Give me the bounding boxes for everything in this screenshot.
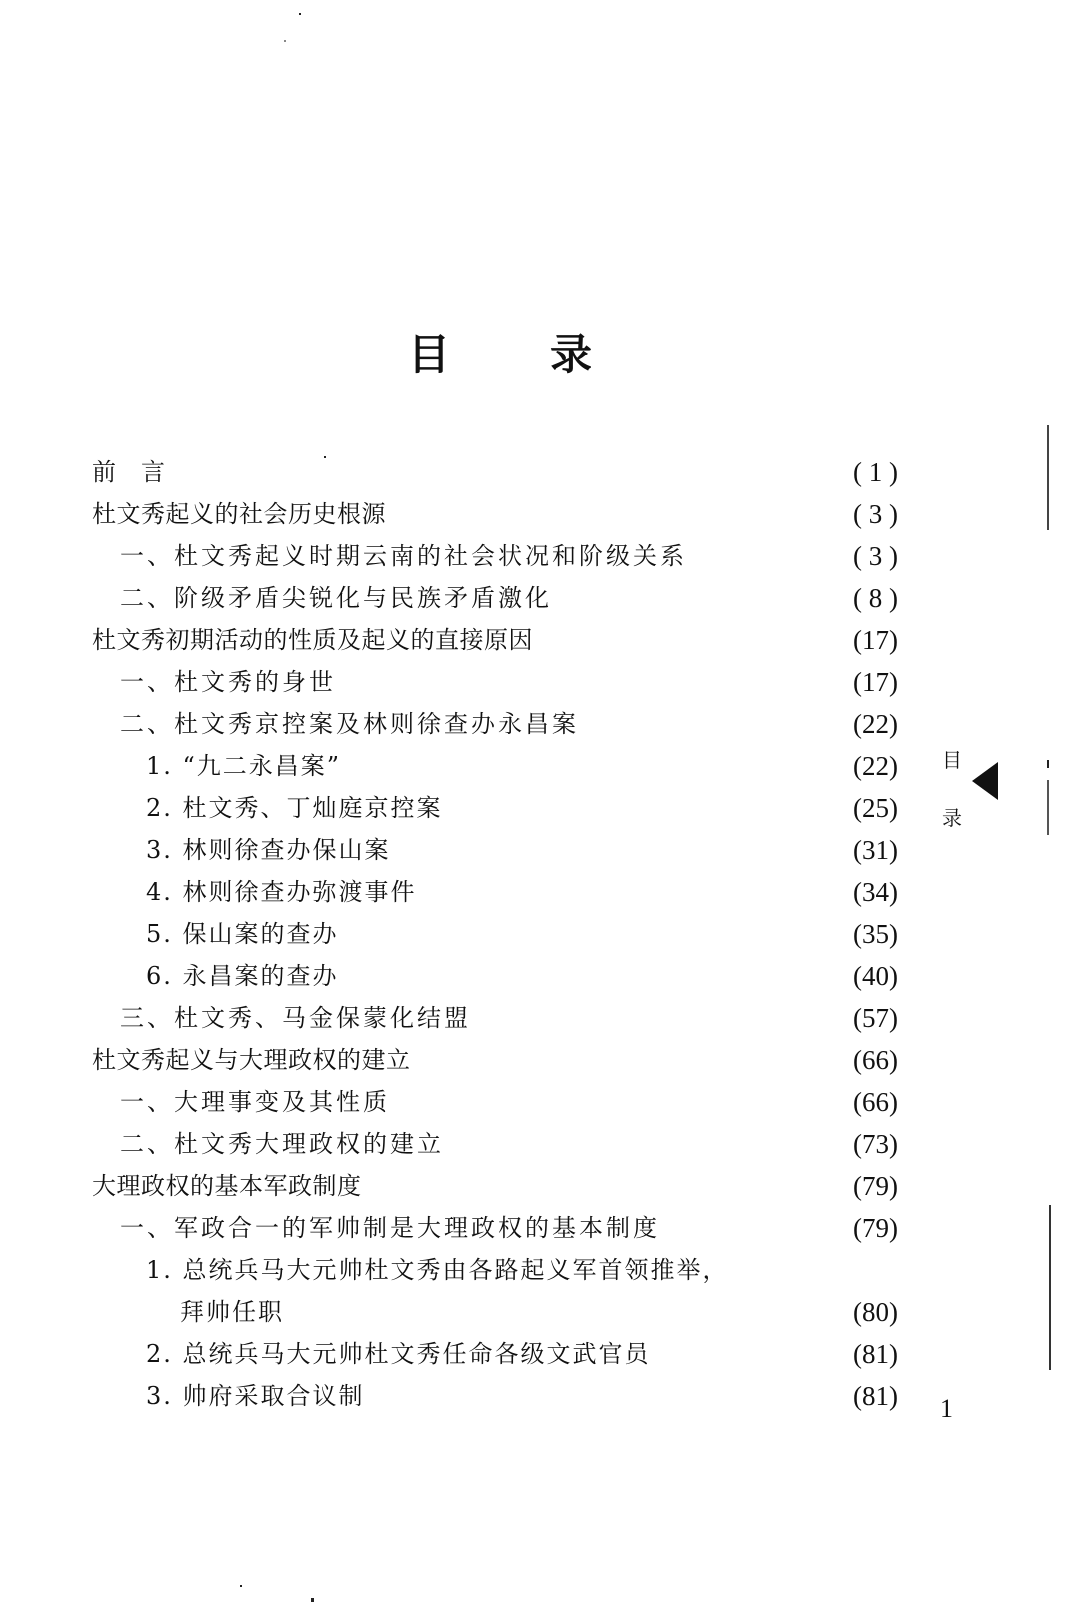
toc-entry[interactable]	[146, 956, 898, 996]
page-title-char-1: 目	[407, 330, 450, 379]
dot-leader	[431, 872, 816, 912]
dot-leader	[593, 704, 816, 744]
scan-artifact	[1047, 760, 1049, 768]
toc-entry-page: ( 1 )	[853, 457, 898, 487]
toc-entry[interactable]	[146, 1250, 898, 1290]
dot-leader	[180, 452, 817, 492]
scan-artifact	[284, 40, 286, 42]
toc-entry-label: 2. 总统兵马大元帅杜文秀任命各级文武官员	[146, 1334, 665, 1374]
toc-entry-label: 一、大理事变及其性质	[120, 1082, 404, 1122]
side-tab-char-2: 录	[942, 806, 962, 830]
toc-entry[interactable]	[120, 1208, 898, 1248]
toc-entry[interactable]	[146, 1376, 898, 1416]
toc-entry[interactable]	[120, 662, 898, 702]
toc-entry-label: 前 言	[92, 452, 180, 492]
toc-entry-label: 一、杜文秀起义时期云南的社会状况和阶级关系	[120, 536, 701, 576]
toc-entry-label: 2. 杜文秀、丁灿庭京控案	[146, 788, 457, 828]
side-tab-char-1: 目	[942, 748, 962, 772]
dot-leader	[458, 1124, 816, 1164]
toc-entry[interactable]	[92, 452, 898, 492]
toc-entry[interactable]	[120, 1124, 898, 1164]
toc-entry-page: (66)	[853, 1045, 898, 1075]
scan-artifact	[299, 13, 301, 15]
toc-entry-label: 4. 林则徐查办弥渡事件	[146, 872, 431, 912]
scan-artifact	[1047, 425, 1049, 530]
toc-entry[interactable]	[120, 704, 898, 744]
toc-entry[interactable]	[120, 536, 898, 576]
toc-entry-page: (25)	[853, 793, 898, 823]
scan-artifact	[311, 1598, 314, 1602]
toc-entry-page: (80)	[853, 1297, 898, 1327]
dot-leader	[400, 494, 816, 534]
toc-entry-label: 6. 永昌案的查办	[146, 956, 353, 996]
toc-entry-label: 三、杜文秀、马金保蒙化结盟	[120, 998, 485, 1038]
toc-entry[interactable]	[92, 1040, 898, 1080]
toc-entry-label: 二、杜文秀大理政权的建立	[120, 1124, 458, 1164]
toc-entry-label: 拜帅任职	[180, 1292, 298, 1332]
dot-leader	[350, 662, 816, 702]
toc-entry-label: 二、杜文秀京控案及林则徐查办永昌案	[120, 704, 593, 744]
dot-leader	[547, 620, 816, 660]
toc-entry-label: 5. 保山案的查办	[146, 914, 353, 954]
scan-artifact	[324, 456, 326, 458]
toc-entry-page: (57)	[853, 1003, 898, 1033]
dot-leader	[701, 536, 816, 576]
toc-entry-page: (79)	[853, 1171, 898, 1201]
toc-entry[interactable]	[92, 620, 898, 660]
toc-entry-page: (81)	[853, 1381, 898, 1411]
dot-leader	[674, 1208, 816, 1248]
toc-entry[interactable]	[120, 998, 898, 1038]
toc-entry-page: (22)	[853, 709, 898, 739]
toc-entry[interactable]	[120, 1082, 898, 1122]
toc-entry-page: ( 3 )	[853, 499, 898, 529]
dot-leader	[665, 1334, 816, 1374]
toc-entry[interactable]	[92, 494, 898, 534]
page-title-char-2: 录	[550, 330, 593, 379]
page-number: 1	[940, 1394, 953, 1423]
toc-entry[interactable]	[146, 1334, 898, 1374]
toc-entry-label: 二、阶级矛盾尖锐化与民族矛盾激化	[120, 578, 566, 618]
toc-entry-label: 3. 帅府采取合议制	[146, 1376, 379, 1416]
dot-leader	[376, 1166, 817, 1206]
toc-entry-continuation[interactable]	[180, 1292, 898, 1332]
triangle-marker-icon	[972, 762, 998, 800]
toc-entry[interactable]	[146, 746, 898, 786]
toc-entry-label: 1. “九二永昌案”	[146, 746, 355, 786]
toc-entry[interactable]	[146, 914, 898, 954]
toc-entry-page: (66)	[853, 1087, 898, 1117]
dot-leader	[404, 1082, 816, 1122]
toc-entry[interactable]	[146, 830, 898, 870]
dot-leader	[379, 1376, 816, 1416]
dot-leader	[405, 830, 816, 870]
toc-entry-label: 大理政权的基本军政制度	[92, 1166, 376, 1206]
toc-entry-label: 一、杜文秀的身世	[120, 662, 350, 702]
dot-leader	[485, 998, 816, 1038]
toc-entry-page: (40)	[853, 961, 898, 991]
toc-entry[interactable]	[92, 1166, 898, 1206]
toc-entry-page: (79)	[853, 1213, 898, 1243]
toc-entry-page: (81)	[853, 1339, 898, 1369]
toc-entry[interactable]	[146, 788, 898, 828]
scan-artifact	[240, 1585, 242, 1587]
toc-entry-label: 杜文秀起义与大理政权的建立	[92, 1040, 425, 1080]
toc-entry-page: (34)	[853, 877, 898, 907]
toc-entry-label: 1. 总统兵马大元帅杜文秀由各路起义军首领推举，	[146, 1250, 743, 1290]
toc-entry-page: (17)	[853, 625, 898, 655]
toc-entry-label: 3. 林则徐查办保山案	[146, 830, 405, 870]
toc-entry-page: (31)	[853, 835, 898, 865]
dot-leader	[298, 1292, 816, 1332]
toc-entry-page: (22)	[853, 751, 898, 781]
toc-entry-page: ( 3 )	[853, 541, 898, 571]
toc-entry-page: (17)	[853, 667, 898, 697]
toc-entry-label: 杜文秀起义的社会历史根源	[92, 494, 400, 534]
toc-entry-label: 一、军政合一的军帅制是大理政权的基本制度	[120, 1208, 674, 1248]
dot-leader	[425, 1040, 817, 1080]
dot-leader	[353, 956, 816, 996]
dot-leader	[457, 788, 816, 828]
page-title	[0, 322, 1000, 382]
scan-artifact	[1049, 1205, 1051, 1370]
toc-entry-label: 杜文秀初期活动的性质及起义的直接原因	[92, 620, 547, 660]
toc-entry-page: (73)	[853, 1129, 898, 1159]
dot-leader	[566, 578, 816, 618]
dot-leader	[355, 746, 816, 786]
toc-entry-page: ( 8 )	[853, 583, 898, 613]
dot-leader	[353, 914, 816, 954]
toc-entry[interactable]	[120, 578, 898, 618]
toc-entry-page: (35)	[853, 919, 898, 949]
scan-artifact	[1047, 780, 1049, 835]
toc-entry[interactable]	[146, 872, 898, 912]
